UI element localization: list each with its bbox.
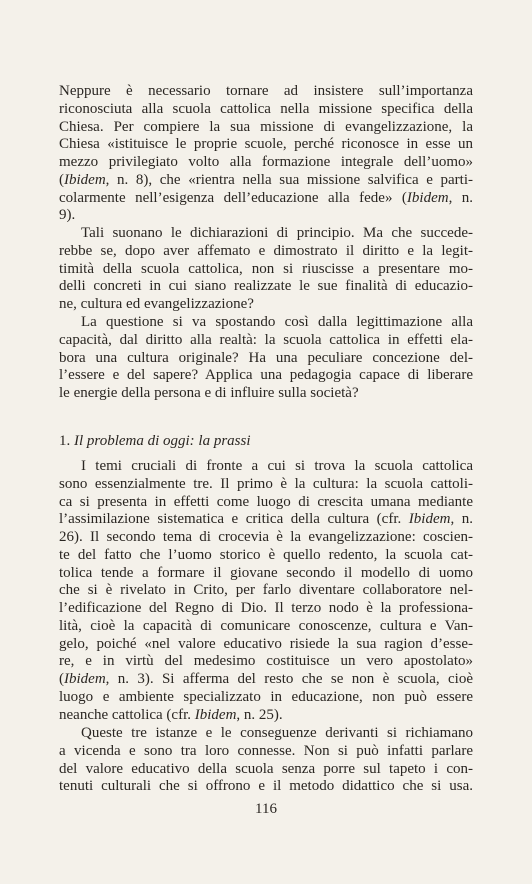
text-line: Chiesa «istituisce le proprie scuole, perché riconosce in esse un <box>59 136 473 153</box>
section-paragraph-2 <box>59 725 473 796</box>
intro-paragraph-3 <box>59 314 473 403</box>
text-line: bora una cultura originale? Ha una peculiare concezione del- <box>59 349 473 366</box>
text-line: sono essenzialmente tre. Il primo è la cultura: la scuola cattoli- <box>59 475 473 492</box>
text-line: a vicenda e sono tra loro connesse. Non si può infatti parlare <box>59 742 473 759</box>
text-line: rebbe se, dopo aver affemato e dimostrato il diritto e la legit- <box>59 242 473 259</box>
text-line: gelo, poiché «nel valore educativo risiede la sua ragion d’esse- <box>59 635 473 652</box>
text-line: capacità, dal diritto alla realtà: la scuola cattolica in effetti ela- <box>59 331 473 348</box>
text-line: La questione si va spostando così dalla legittimazione alla <box>81 314 473 330</box>
section-number: 1. <box>59 433 71 449</box>
text-line: neanche cattolica (cfr. Ibidem, n. 25). <box>59 706 283 723</box>
text-line: colarmente nell’esigenza dell’educazione alla fede» (Ibidem, n. <box>59 189 474 206</box>
text-line: (Ibidem, n. 8), che «rientra nella sua missione salvifica e parti- <box>59 171 473 188</box>
text-line: Queste tre istanze e le conseguenze derivanti si richiamano <box>81 725 473 741</box>
page-number: 116 <box>255 801 277 817</box>
intro-paragraph-2 <box>59 225 473 314</box>
section-heading <box>59 432 251 450</box>
text-line: luogo e ambiente specializzato in educazione, non può essere <box>59 688 473 705</box>
text-line: mezzo privilegiato volto alla formazione integrale dell’uomo» <box>59 154 473 170</box>
text-line: timità della scuola cattolica, non si riuscisse a presentare mo- <box>59 260 473 277</box>
text-line: delli concreti in cui siano realizzate le sue finalità di educazio- <box>59 278 473 295</box>
intro-paragraph-1 <box>59 83 473 225</box>
text-line: riconosciuta alla scuola cattolica nella missione specifica della <box>59 100 473 117</box>
text-line: Tali suonano le dichiarazioni di principio. Ma che succede- <box>81 225 473 241</box>
text-line: 9). <box>59 207 76 224</box>
text-line: l’essere e del sapere? Applica una pedagogia capace di liberare <box>59 367 473 384</box>
text-line: Chiesa. Per compiere la sua missione di evangelizzazione, la <box>59 118 473 135</box>
text-line: Neppure è necessario tornare ad insistere sull’importanza <box>59 83 473 99</box>
text-line: tolica tende a formare il giovane secondo il modello di uomo <box>59 564 473 581</box>
text-line: I temi cruciali di fronte a cui si trova la scuola cattolica <box>81 458 473 474</box>
section-title: Il problema di oggi: la prassi <box>74 433 251 449</box>
text-line: del valore educativo della scuola senza porre sul tapeto i con- <box>59 760 473 777</box>
text-line: lità, cioè la capacità di comunicare conoscenze, cultura e Van- <box>59 617 473 634</box>
text-line: 26). Il secondo tema di crocevia è la evangelizzazione: coscien- <box>59 529 473 545</box>
text-line: che si è rivelato in Crito, per farlo diventare collaboratore nel- <box>59 582 473 599</box>
text-line: (Ibidem, n. 3). Si afferma del resto che se non è scuola, cioè <box>59 671 473 687</box>
text-line: l’assimilazione sistematica e critica della cultura (cfr. Ibidem, n. <box>59 511 473 528</box>
text-line: ca si presenta in effetti come luogo di crescita umana mediante <box>59 493 473 510</box>
text-line: l’edificazione del Regno di Dio. Il terzo nodo è la professiona- <box>59 600 473 616</box>
text-line: ne, cultura ed evangelizzazione? <box>59 296 254 312</box>
text-line: tenuti culturali che si offrono e il metodo didattico che si usa. <box>59 778 473 795</box>
text-line: re, e in virtù del medesimo costituisce un vero apostolato» <box>59 653 473 670</box>
text-line: te del fatto che l’uomo storico è quello redento, la scuola cat- <box>59 546 473 563</box>
section-paragraph-1 <box>59 458 473 724</box>
text-line: le energie della persona e di influire sulla società? <box>59 385 359 401</box>
